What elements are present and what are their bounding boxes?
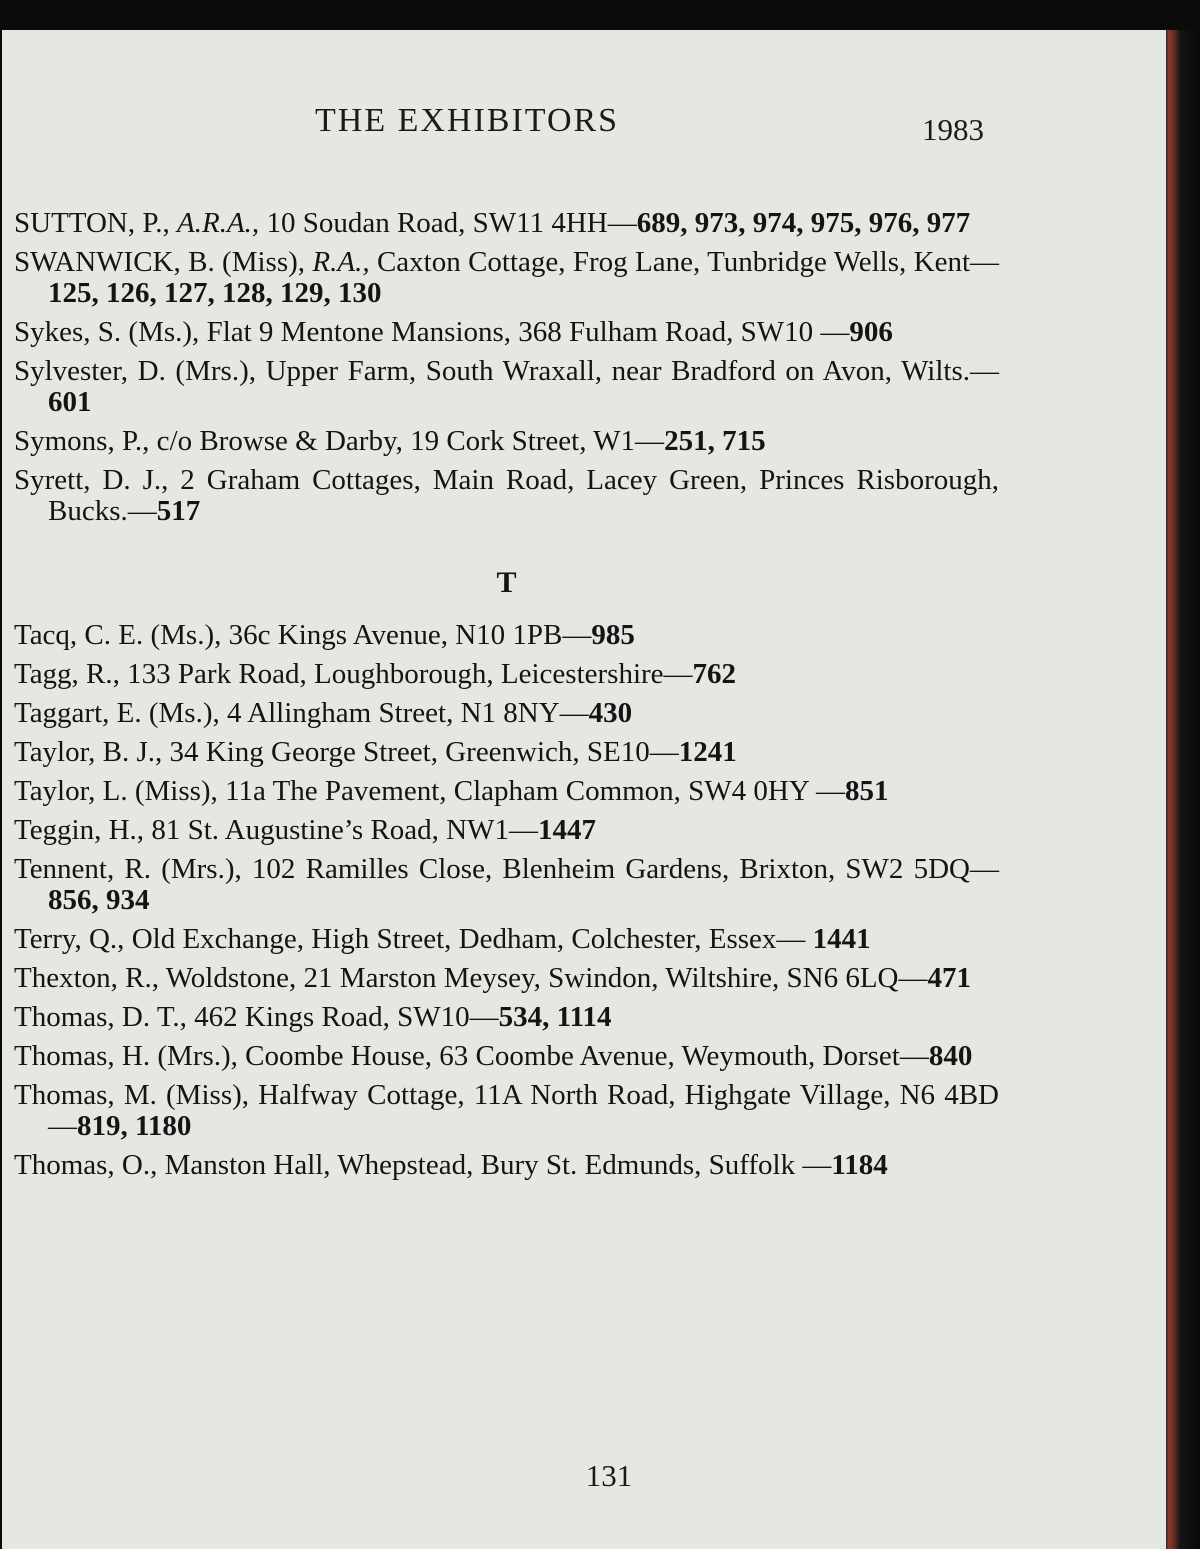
exhibitor-address: Upper Farm, South Wraxall, near Bradford on Avon, Wilts.— xyxy=(255,355,999,387)
page-title: THE EXHIBITORS xyxy=(315,102,620,139)
exhibitor-name: Taylor, B. J., xyxy=(14,736,163,768)
exhibitor-entry xyxy=(14,426,999,457)
exhibitor-entry xyxy=(14,776,999,807)
exhibitor-name: Terry, Q., xyxy=(14,923,125,955)
exhibitor-works: 471 xyxy=(927,962,971,994)
exhibitor-list xyxy=(14,208,999,1189)
exhibitor-entry xyxy=(14,1041,999,1072)
exhibitor-name: Syrett, D. J., xyxy=(14,464,169,496)
exhibitor-entry xyxy=(14,1150,999,1181)
exhibitor-address: c/o Browse & Darby, 19 Cork Street, W1— xyxy=(149,425,665,457)
exhibitor-name: Thomas, D. T., xyxy=(14,1001,187,1033)
exhibitor-works: 762 xyxy=(692,658,737,690)
exhibitor-name: Sylvester, D. (Mrs.), xyxy=(14,355,256,387)
exhibitor-name: Taggart, E. (Ms.), xyxy=(14,697,220,729)
exhibitor-entry xyxy=(14,620,999,651)
exhibitor-entry xyxy=(14,963,999,994)
exhibitor-entry xyxy=(14,465,999,527)
exhibitor-address: 2 Graham Cottages, Main Road, Lacey Green, Princes Risborough, Bucks.— xyxy=(48,464,1000,527)
exhibitor-address: 133 Park Road, Loughborough, Leicestershire— xyxy=(119,658,693,690)
exhibitor-entry xyxy=(14,737,999,768)
exhibitor-works: 251, 715 xyxy=(664,425,766,457)
exhibitor-name: Thexton, R., xyxy=(14,962,159,994)
exhibitor-entry xyxy=(14,247,999,309)
exhibitor-works: 125, 126, 127, 128, 129, 130 xyxy=(48,277,382,309)
exhibitor-entry xyxy=(14,1080,999,1142)
exhibitor-address: 10 Soudan Road, SW11 4HH— xyxy=(259,207,637,239)
exhibitor-address: 102 Ramilles Close, Blenheim Gardens, Brixton, SW2 5DQ— xyxy=(241,853,999,885)
exhibitor-address: 11a The Pavement, Clapham Common, SW4 0HY — xyxy=(217,775,845,807)
exhibitor-name: Thomas, O., xyxy=(14,1149,158,1181)
exhibitor-name: Thomas, H. (Mrs.), xyxy=(14,1040,238,1072)
exhibitor-entry xyxy=(14,924,999,955)
exhibitor-works: 601 xyxy=(48,386,92,418)
exhibitor-entry xyxy=(14,356,999,418)
exhibitor-address: 81 St. Augustine’s Road, NW1— xyxy=(144,814,538,846)
exhibitor-works: 819, 1180 xyxy=(77,1110,192,1142)
exhibitor-name: Tennent, R. (Mrs.), xyxy=(14,853,242,885)
exhibitor-works: 517 xyxy=(156,495,201,527)
exhibitor-works: 851 xyxy=(845,775,889,807)
section-heading: T xyxy=(496,566,517,599)
running-header xyxy=(2,102,1166,152)
exhibitor-address: Old Exchange, High Street, Dedham, Colchester, Essex— xyxy=(124,923,813,955)
exhibitor-name: Tacq, C. E. (Ms.), xyxy=(14,619,222,651)
exhibitor-works: 906 xyxy=(849,316,893,348)
exhibitor-works: 534, 1114 xyxy=(498,1001,612,1033)
exhibitor-address: Coombe House, 63 Coombe Avenue, Weymouth, Dorset— xyxy=(237,1040,929,1072)
exhibitor-works: 1241 xyxy=(678,736,737,768)
exhibitor-works: 689, 973, 974, 975, 976, 977 xyxy=(636,207,971,239)
exhibitor-entry xyxy=(14,854,999,916)
exhibitor-address: Caxton Cottage, Frog Lane, Tunbridge Wells, Kent— xyxy=(369,246,999,278)
exhibitor-works: 856, 934 xyxy=(48,884,150,916)
exhibitor-address: Woldstone, 21 Marston Meysey, Swindon, Wiltshire, SN6 6LQ— xyxy=(159,962,928,994)
exhibitor-entry xyxy=(14,317,999,348)
exhibitor-name: SWANWICK, B. (Miss), xyxy=(14,246,313,278)
exhibitor-works: 430 xyxy=(588,697,633,729)
exhibitor-entry xyxy=(14,815,999,846)
exhibitor-works: 1441 xyxy=(812,923,871,955)
exhibitor-name: Sykes, S. (Ms.), xyxy=(14,316,200,348)
exhibitor-works: 1184 xyxy=(831,1149,888,1181)
exhibitor-qualification: A.R.A., xyxy=(177,207,260,239)
exhibitor-address: 462 Kings Road, SW10— xyxy=(186,1001,499,1033)
exhibitor-entry xyxy=(14,659,999,690)
exhibitor-name: Teggin, H., xyxy=(14,814,145,846)
exhibitor-address: Manston Hall, Whepstead, Bury St. Edmunds, Suffolk — xyxy=(157,1149,832,1181)
exhibitor-name: Thomas, M. (Miss), xyxy=(14,1079,250,1111)
exhibitor-address: Flat 9 Mentone Mansions, 368 Fulham Road, SW10 — xyxy=(199,316,850,348)
exhibitor-address: 34 King George Street, Greenwich, SE10— xyxy=(162,736,679,768)
exhibitor-works: 840 xyxy=(928,1040,973,1072)
exhibitor-qualification: R.A., xyxy=(312,246,370,278)
book-page xyxy=(2,30,1166,1549)
exhibitor-address: Halfway Cottage, 11A North Road, Highgate Village, N6 4BD— xyxy=(48,1079,999,1142)
exhibitor-name: Symons, P., xyxy=(14,425,150,457)
header-year: 1983 xyxy=(922,112,984,147)
book-edge xyxy=(1166,30,1200,1549)
exhibitor-name: Taylor, L. (Miss), xyxy=(14,775,218,807)
exhibitor-address: 4 Allingham Street, N1 8NY— xyxy=(219,697,589,729)
exhibitor-entry xyxy=(14,208,999,239)
exhibitor-entry xyxy=(14,1002,999,1033)
exhibitor-address: 36c Kings Avenue, N10 1PB— xyxy=(221,619,592,651)
page-number: 131 xyxy=(585,1458,633,1493)
exhibitor-name: SUTTON, P., xyxy=(14,207,178,239)
exhibitor-works: 985 xyxy=(591,619,635,651)
exhibitor-name: Tagg, R., xyxy=(14,658,120,690)
exhibitor-entry xyxy=(14,698,999,729)
exhibitor-works: 1447 xyxy=(537,814,596,846)
